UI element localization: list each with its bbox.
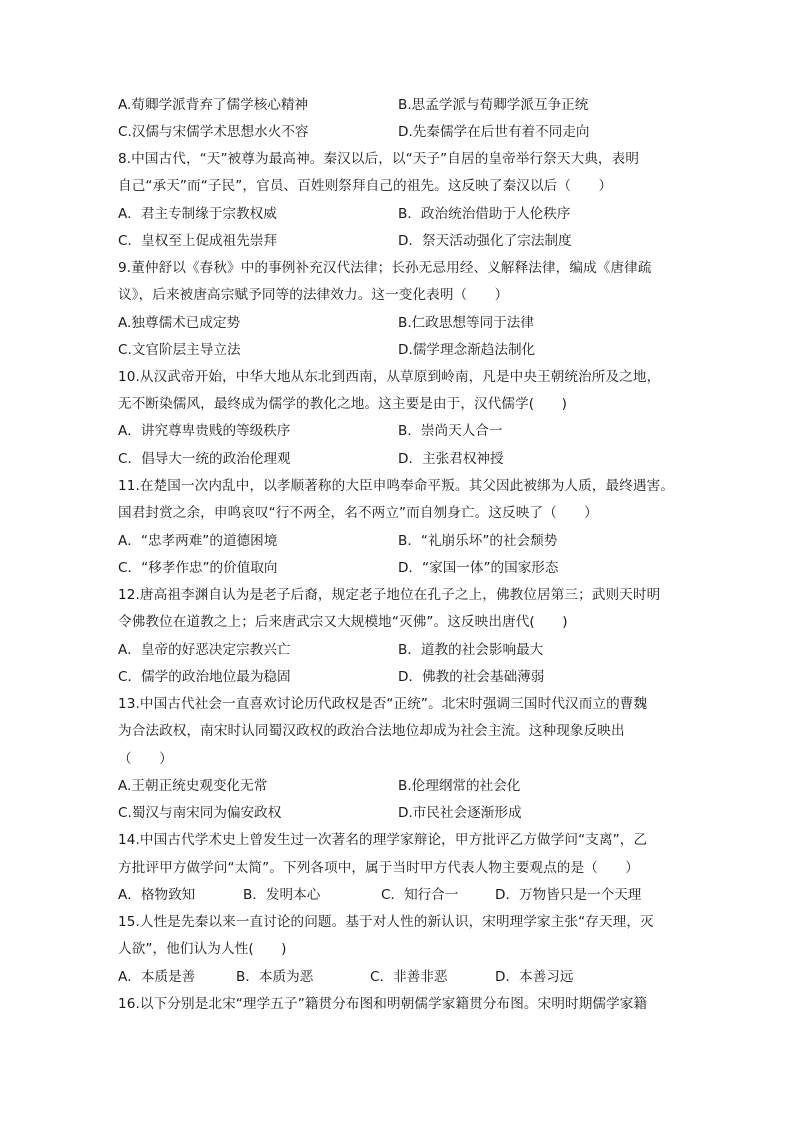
q13-option-d: D.市民社会逐渐形成 (398, 805, 522, 821)
q10-stem-line-2: 无不断染儒风，最终成为儒学的教化之地。这主要是由于，汉代儒学( ) (118, 396, 568, 412)
q9-option-b: B.仁政思想等同于法律 (398, 315, 534, 331)
q8-option-d: D．祭天活动强化了宗法制度 (398, 233, 572, 249)
q8-option-c: C．皇权至上促成祖先崇拜 (118, 233, 278, 249)
q15-stem-line-1: 15.人性是先秦以来一直讨论的问题。基于对人性的新认识，宋明理学家主张“存天理，灭 (118, 914, 654, 930)
q14-option-a: A．格物致知 (118, 887, 196, 903)
q10-option-d: D．主张君权神授 (398, 451, 504, 467)
q11-stem-line-2: 国君封赏之余，申鸣哀叹“行不两全，名不两立”而自刎身亡。这反映了（ ） (118, 505, 598, 521)
q11-option-d: D．“家国一体”的国家形态 (398, 560, 559, 576)
q11-option-b: B．“礼崩乐坏”的社会颓势 (398, 533, 558, 549)
q15-option-a: A．本质是善 (118, 969, 196, 985)
q14-option-b: B．发明本心 (243, 887, 321, 903)
q13-stem-line-3: （ ） (118, 751, 173, 767)
q8-option-b: B．政治统治借助于人伦秩序 (398, 206, 571, 222)
q12-option-d: D．佛教的社会基础薄弱 (398, 669, 545, 685)
q11-stem-line-1: 11.在楚国一次内乱中，以孝顺著称的大臣申鸣奉命平叛。其父因此被绑为人质，最终遇害。 (118, 478, 674, 494)
q11-option-c: C．“移孝作忠”的价值取向 (118, 560, 278, 576)
q10-option-c: C．倡导大一统的政治伦理观 (118, 451, 291, 467)
q9-stem-line-1: 9.董仲舒以《春秋》中的事例补充汉代法律；长孙无忌用经、义解释法律，编成《唐律疏 (118, 260, 652, 276)
q9-option-a: A.独尊儒术已成定势 (118, 315, 241, 331)
q16-stem-line-1: 16.以下分别是北宋“理学五子”籍贯分布图和明朝儒学家籍贯分布图。宋明时期儒学家籍 (118, 996, 648, 1012)
q10-option-b: B．崇尚天人合一 (398, 423, 503, 439)
q11-option-a: A．“忠孝两难”的道德困境 (118, 533, 278, 549)
q14-stem-line-2: 方批评甲方做学问“太简”。下列各项中，属于当时甲方代表人物主要观点的是（ ） (118, 860, 639, 876)
q9-option-d: D.儒学理念渐趋法制化 (398, 342, 536, 358)
q13-option-b: B.伦理纲常的社会化 (398, 778, 521, 794)
q12-option-b: B．道教的社会影响最大 (398, 642, 544, 658)
q7-option-c: C.汉儒与宋儒学术思想水火不容 (118, 124, 309, 140)
q7-option-a: A.荀卿学派背弃了儒学核心精神 (118, 97, 309, 113)
q15-option-d: D．本善习远 (495, 969, 574, 985)
q15-option-b: B．本质为恶 (236, 969, 314, 985)
q8-stem-line-1: 8.中国古代，“天”被尊为最高神。秦汉以后，以“天子”自居的皇帝举行祭天大典，表明 (118, 151, 640, 167)
q8-stem-line-2: 自己“承天”而“子民”，官员、百姓则祭拜自己的祖先。这反映了秦汉以后（ ） (118, 178, 613, 194)
q12-stem-line-1: 12.唐高祖李渊自认为是老子后裔，规定老子地位在孔子之上，佛教位居第三；武则天时明 (118, 587, 661, 603)
q14-stem-line-1: 14.中国古代学术史上曾发生过一次著名的理学家辩论，甲方批评乙方做学问“支离”，乙 (118, 832, 648, 848)
q14-option-c: C．知行合一 (381, 887, 459, 903)
q12-option-c: C．儒学的政治地位最为稳固 (118, 669, 291, 685)
q9-option-c: C.文官阶层主导立法 (118, 342, 241, 358)
q7-option-b: B.思孟学派与荀卿学派互争正统 (398, 97, 589, 113)
q13-stem-line-1: 13.中国古代社会一直喜欢讨论历代政权是否“正统”。北宋时强调三国时代汉而立的曹魏 (118, 696, 648, 712)
q13-option-a: A.王朝正统史观变化无常 (118, 778, 268, 794)
q13-option-c: C.蜀汉与南宋同为偏安政权 (118, 805, 282, 821)
q10-option-a: A．讲究尊卑贵贱的等级秩序 (118, 423, 291, 439)
q12-stem-line-2: 令佛教位在道教之上；后来唐武宗又大规模地“灭佛”。这反映出唐代( ) (118, 614, 568, 630)
q12-option-a: A．皇帝的好恶决定宗教兴亡 (118, 642, 291, 658)
q15-stem-line-2: 人欲”，他们认为人性( ) (118, 941, 287, 957)
q14-option-d: D．万物皆只是一个天理 (495, 887, 642, 903)
q7-option-d: D.先秦儒学在后世有着不同走向 (398, 124, 590, 140)
q13-stem-line-2: 为合法政权，南宋时认同蜀汉政权的政治合法地位却成为社会主流。这种现象反映出 (118, 723, 625, 739)
q8-option-a: A．君主专制缘于宗教权威 (118, 206, 277, 222)
q10-stem-line-1: 10.从汉武帝开始，中华大地从东北到西南，从草原到岭南，凡是中央王朝统治所及之地， (118, 369, 661, 385)
q9-stem-line-2: 议》，后来被唐高宗赋予同等的法律效力。这一变化表明（ ） (118, 287, 509, 303)
q15-option-c: C．非善非恶 (370, 969, 448, 985)
